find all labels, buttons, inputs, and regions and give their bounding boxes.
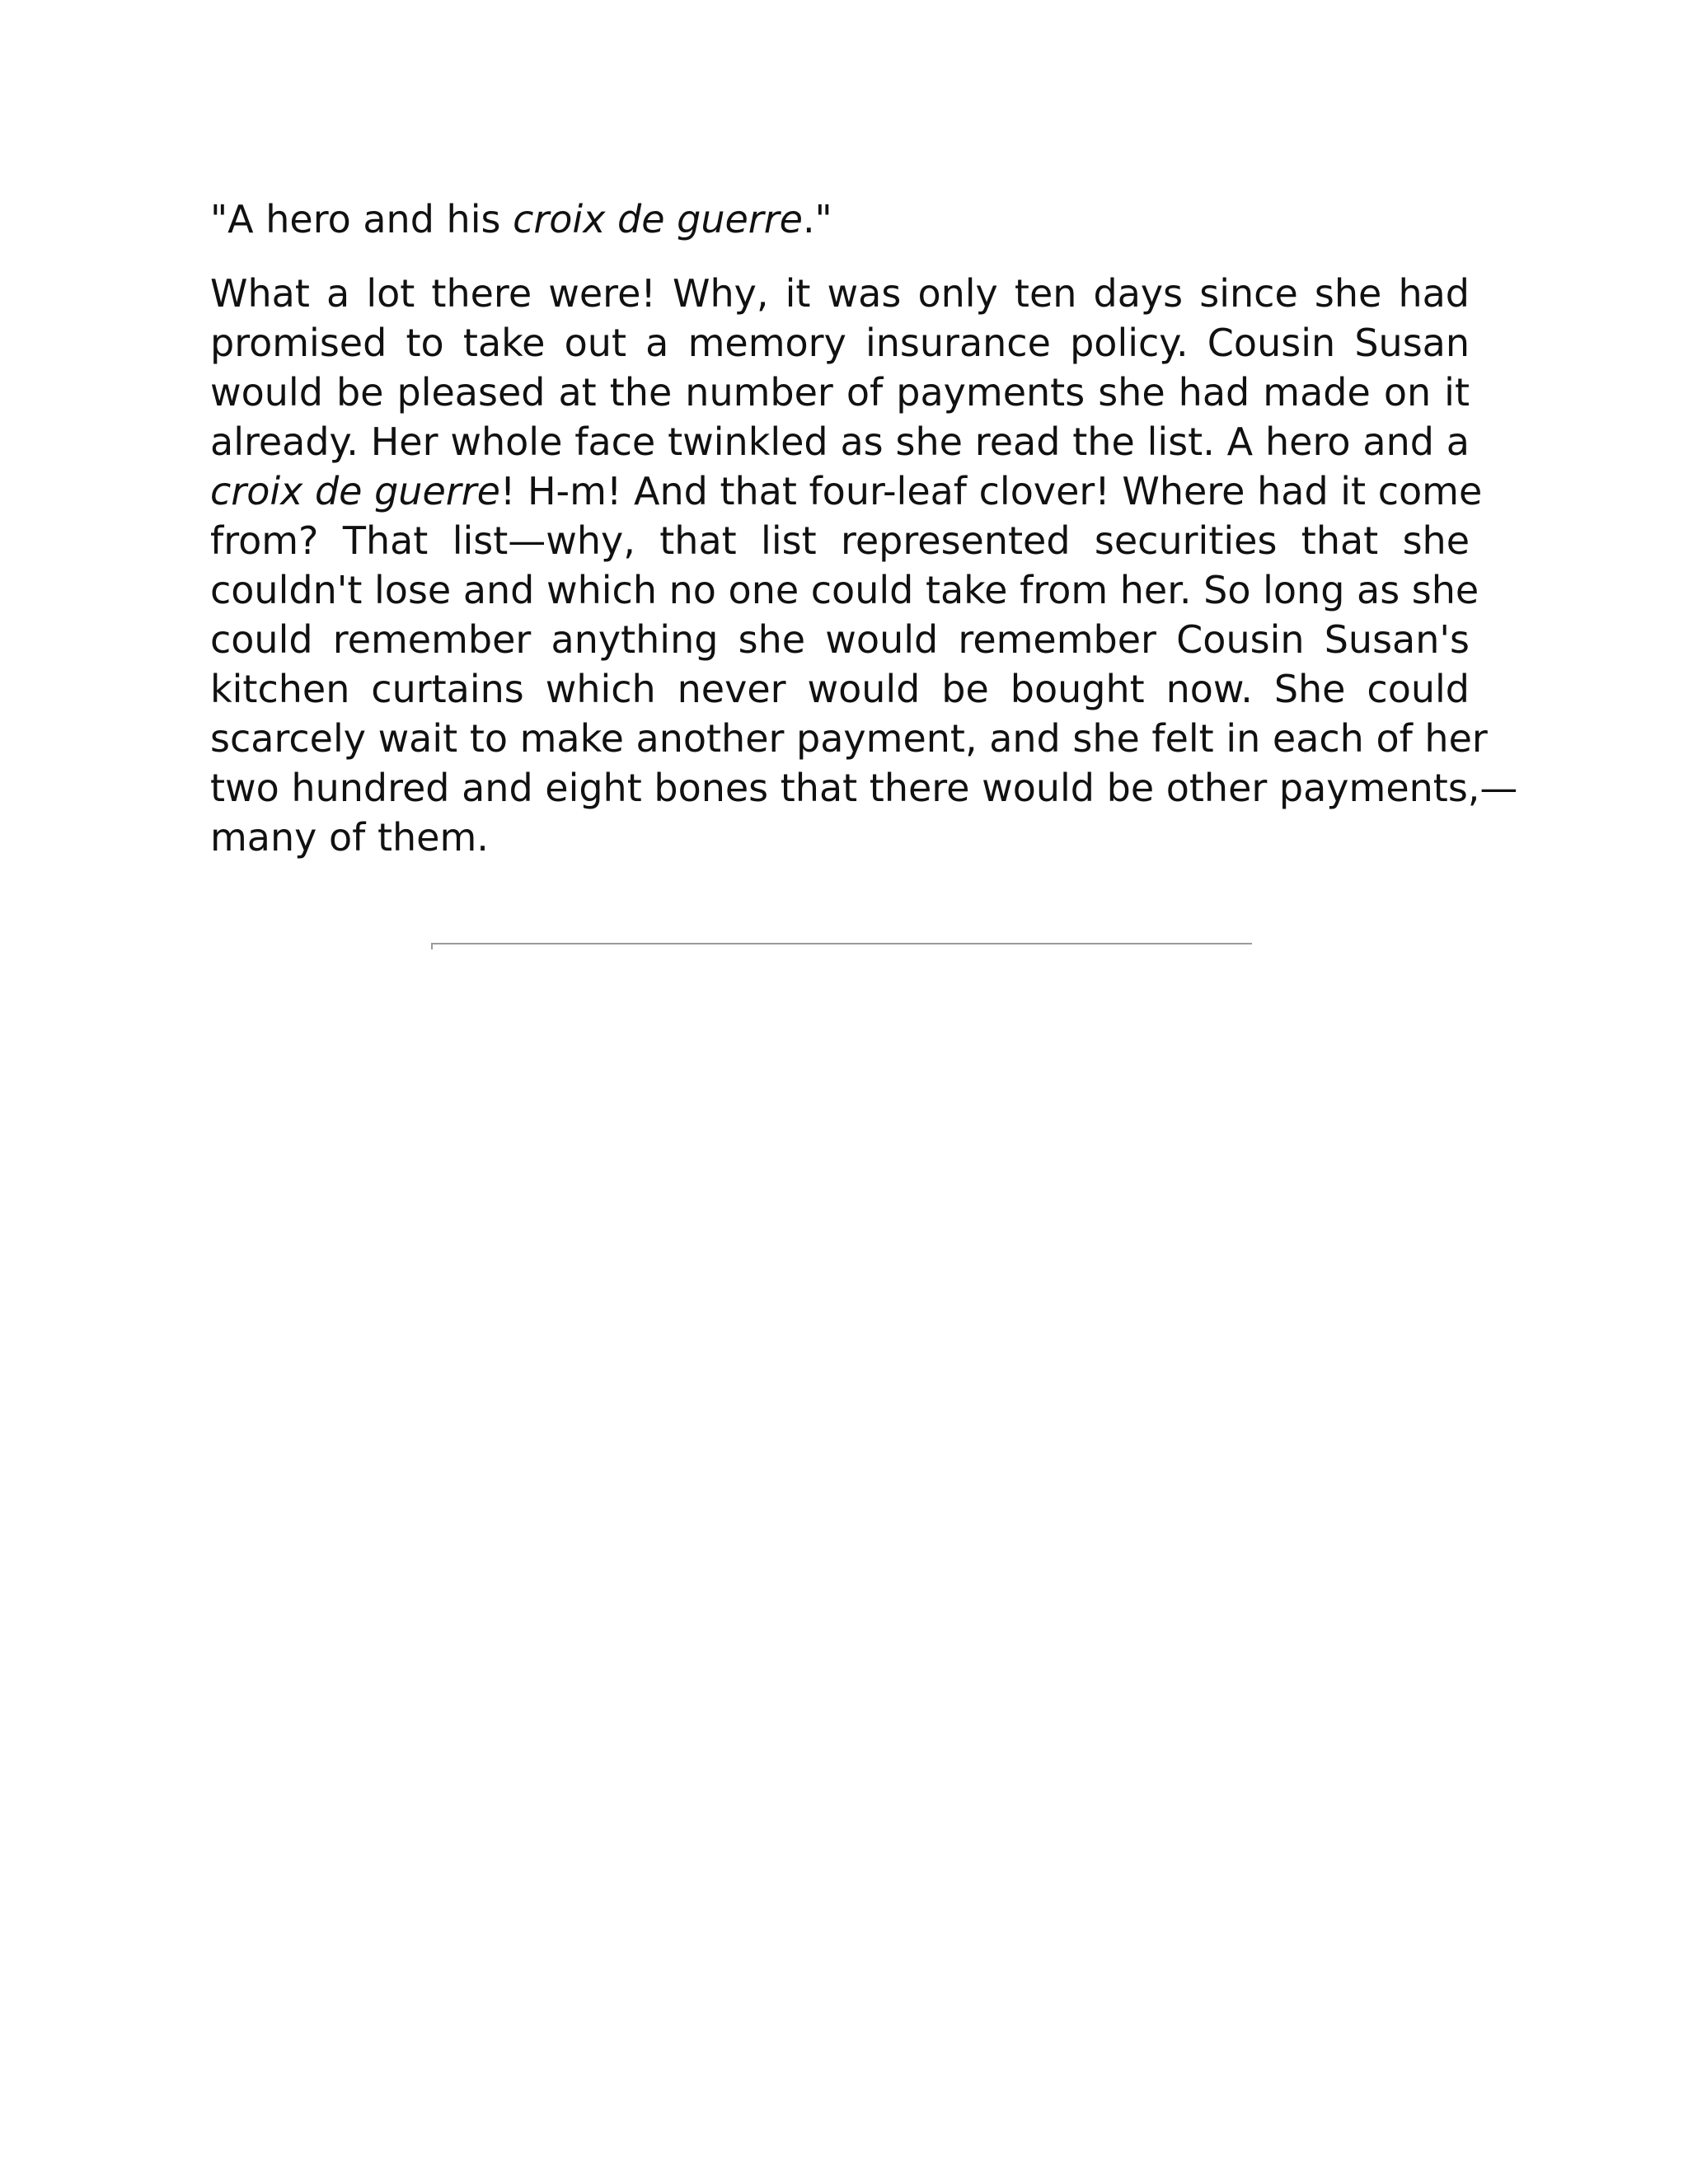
paragraph-line-5 — [210, 466, 1483, 516]
paragraph-line-2: promised to take out a memory insurance policy. Cousin Susan — [210, 321, 1470, 365]
paragraph-line-3: would be pleased at the number of payments she had made on it — [210, 370, 1470, 415]
paragraph-line-6: from? That list—why, that list represented securities that she — [210, 518, 1470, 563]
paragraph-line-9: kitchen curtains which never would be bought now. She could — [210, 667, 1470, 711]
paragraph-line-4: already. Her whole face twinkled as she read the list. A hero and a — [210, 419, 1470, 464]
paragraph-line-7: couldn't lose and which no one could take from her. So long as she — [210, 568, 1479, 612]
quote-close: ." — [802, 197, 832, 241]
quote-line — [210, 194, 1470, 244]
horizontal-rule — [431, 943, 1252, 949]
paragraph-line-11: two hundred and eight bones that there would be other payments,— — [210, 766, 1518, 810]
paragraph-line-8: could remember anything she would remember Cousin Susan's — [210, 617, 1470, 662]
paragraph-line-5-rest: ! H-m! And that four-leaf clover! Where had it come — [499, 469, 1483, 513]
quote-open: "A hero and his — [210, 197, 513, 241]
paragraph-line-12: many of them. — [210, 815, 489, 860]
paragraph-line-10: scarcely wait to make another payment, and she felt in each of her — [210, 716, 1488, 761]
paragraph-line-1: What a lot there were! Why, it was only ten days since she had — [210, 271, 1470, 316]
paragraph-italic-phrase: croix de guerre — [210, 469, 500, 513]
body-paragraph — [210, 269, 1518, 862]
quote-italic: croix de guerre — [513, 197, 803, 241]
